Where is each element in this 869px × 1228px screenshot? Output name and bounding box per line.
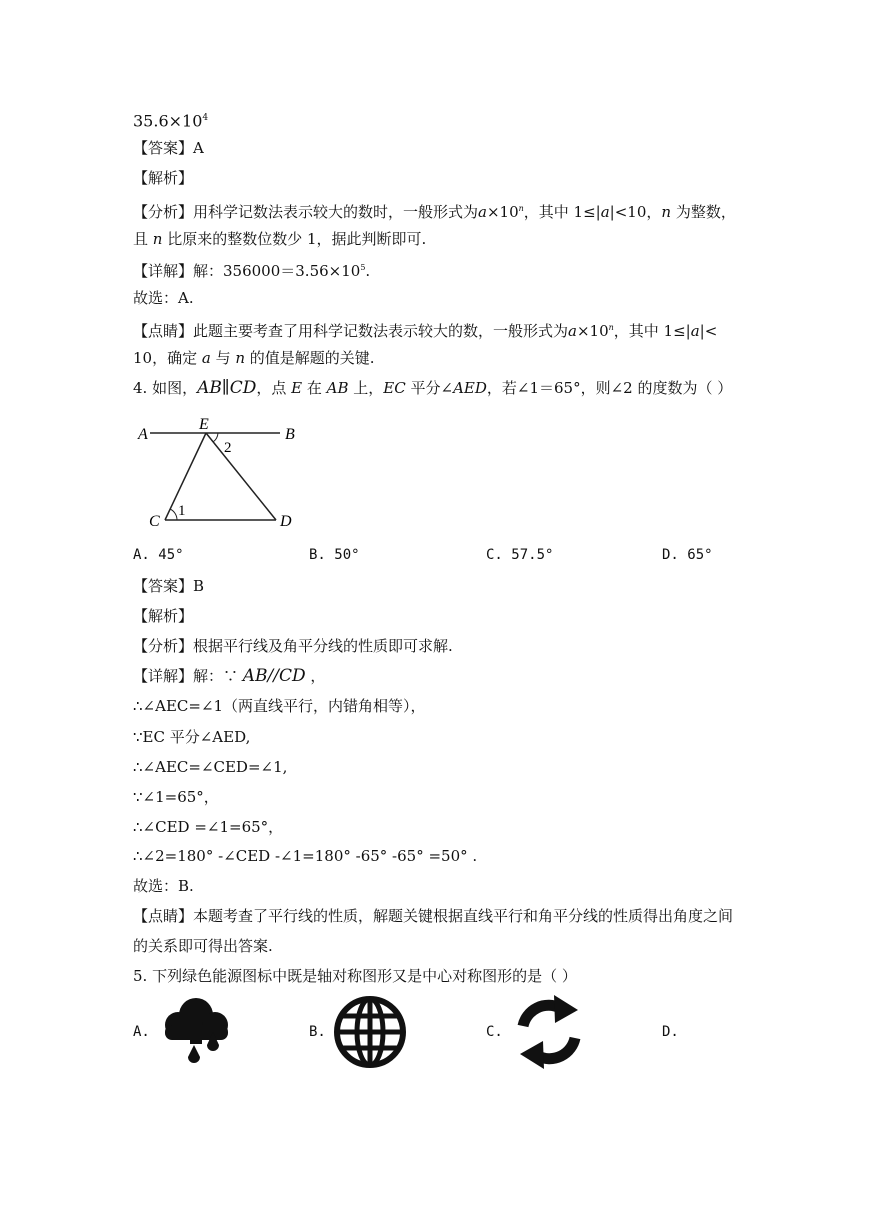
cloud-rain-icon	[156, 995, 234, 1067]
q3-dianjing-line1: 【点睛】此题主要考查了用科学记数法表示较大的数，一般形式为$a\times 10^n$，其中 1≤|a|<	[133, 322, 718, 340]
q3-fenxi-line2: 且 n 比原来的整数位数少 1，据此判断即可.	[133, 230, 427, 248]
angle-2-arc	[213, 433, 218, 442]
q5-option-b: B.	[309, 1024, 326, 1040]
q4-option-a: A. 45°	[133, 547, 184, 563]
label-angle-2: 2	[224, 440, 232, 456]
q5-option-a: A.	[133, 1024, 150, 1040]
globe-icon	[333, 995, 407, 1069]
q4-option-d: D. 65°	[662, 547, 713, 563]
segment-ed	[206, 433, 276, 520]
q5-stem: 5. 下列绿色能源图标中既是轴对称图形又是中心对称图形的是（ ）	[133, 967, 577, 985]
label-angle-1: 1	[178, 503, 186, 519]
q5-option-c: C.	[486, 1024, 503, 1040]
q3-fenxi-line1: 【分析】用科学记数法表示较大的数时，一般形式为$a\times 10^n$，其中 1≤|a|<10，n 为整数，	[133, 203, 736, 221]
q4-option-c: C. 57.5°	[486, 547, 554, 563]
q4-dianjing-line1: 【点睛】本题考查了平行线的性质，解题关键根据直线平行和角平分线的性质得出角度之间	[133, 907, 734, 925]
q3-jiexi: 【解析】	[133, 169, 194, 187]
q4-step5: ∴∠CED =∠1=65°，	[133, 818, 284, 836]
q4-step1: ∴∠AEC=∠1（两直线平行，内错角相等），	[133, 697, 426, 715]
q4-answer: 【答案】B	[133, 577, 205, 595]
q4-dianjing-line2: 的关系即可得出答案.	[133, 937, 273, 955]
label-c: C	[149, 513, 160, 530]
q4-option-b: B. 50°	[309, 547, 360, 563]
q4-stem: 4. 如图，AB∥CD，点 E 在 AB 上，EC 平分∠AED，若∠1＝65°，则∠2 的度数为（ ）	[133, 378, 733, 398]
q4-xiangjie: 【详解】解：∵ AB//CD ，	[133, 666, 326, 686]
q3-guxuan: 故选：A.	[133, 289, 194, 307]
top-expression: $35.6\times 10^4$	[133, 111, 209, 131]
refresh-arrows-icon	[508, 993, 590, 1071]
q3-dianjing-line2: 10，确定 a 与 n 的值是解题的关键.	[133, 349, 375, 367]
q4-fenxi: 【分析】根据平行线及角平分线的性质即可求解.	[133, 637, 453, 655]
q3-answer: 【答案】A	[133, 139, 204, 157]
q3-xiangjie: 【详解】解：$356000=3.56\times 10^5$.	[133, 262, 371, 280]
segment-ec	[165, 433, 206, 520]
label-a: A	[138, 426, 148, 443]
label-b: B	[285, 426, 295, 443]
label-d: D	[280, 513, 292, 530]
q4-jiexi: 【解析】	[133, 607, 194, 625]
q4-step4: ∵∠1=65°，	[133, 788, 219, 806]
angle-1-arc	[170, 509, 177, 520]
q4-guxuan: 故选：B.	[133, 877, 194, 895]
q4-step3: ∴∠AEC=∠CED=∠1,	[133, 758, 288, 776]
q4-step6: ∴∠2=180° -∠CED -∠1=180° -65° -65° =50° .	[133, 847, 478, 865]
label-e: E	[199, 416, 209, 433]
q4-figure	[130, 415, 310, 535]
q5-option-d: D.	[662, 1024, 679, 1040]
q4-step2: ∵EC 平分∠AED,	[133, 728, 251, 746]
